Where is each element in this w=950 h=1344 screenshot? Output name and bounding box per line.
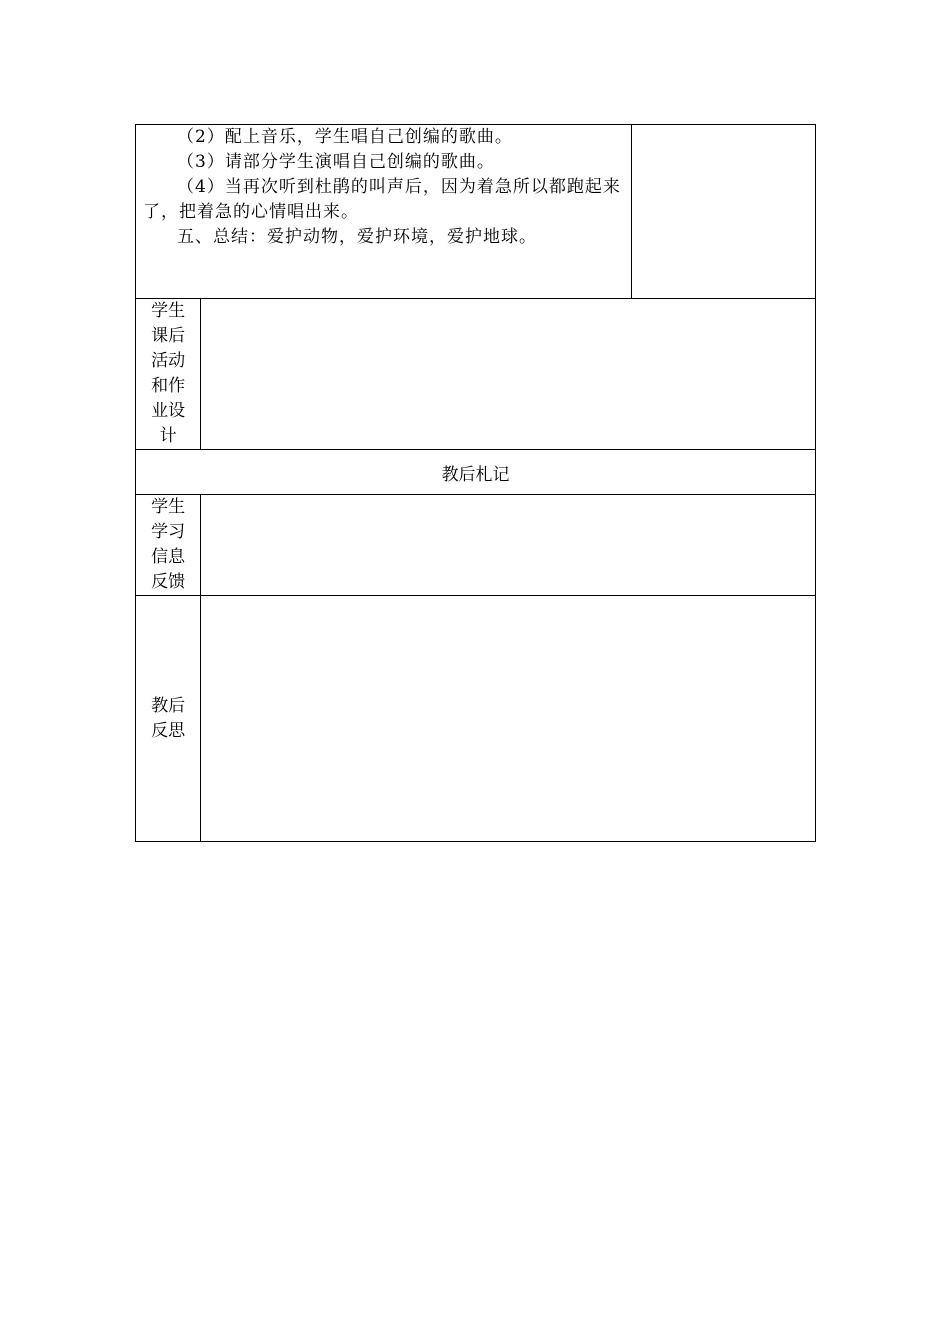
lesson-plan-table xyxy=(135,124,816,842)
teaching-process-text xyxy=(136,125,631,250)
process-line: （2）配上音乐，学生唱自己创编的歌曲。 xyxy=(177,127,513,147)
homework-label-cell xyxy=(136,299,201,450)
teaching-process-cell xyxy=(136,125,632,299)
notes-header: 教后札记 xyxy=(136,450,816,495)
homework-content-cell[interactable] xyxy=(201,299,816,450)
notes-side-cell[interactable] xyxy=(632,125,816,299)
reflection-content-cell[interactable] xyxy=(201,596,816,842)
homework-row xyxy=(136,299,816,450)
feedback-label-cell xyxy=(136,495,201,596)
feedback-row xyxy=(136,495,816,596)
reflection-label: 教后反思 xyxy=(151,695,186,741)
reflection-label-cell xyxy=(136,596,201,842)
teaching-process-row xyxy=(136,125,816,299)
notes-header-row xyxy=(136,450,816,495)
process-line: （3）请部分学生演唱自己创编的歌曲。 xyxy=(177,152,495,172)
process-line: （4）当再次听到杜鹃的叫声后，因为着急所以都跑起来了，把着急的心情唱出来。 xyxy=(143,177,621,222)
feedback-label: 学生学习信息反馈 xyxy=(151,497,186,592)
homework-label: 学生课后活动和作业设计 xyxy=(151,301,186,446)
process-line: 五、总结：爱护动物，爱护环境，爱护地球。 xyxy=(177,227,537,247)
reflection-row xyxy=(136,596,816,842)
feedback-content-cell[interactable] xyxy=(201,495,816,596)
